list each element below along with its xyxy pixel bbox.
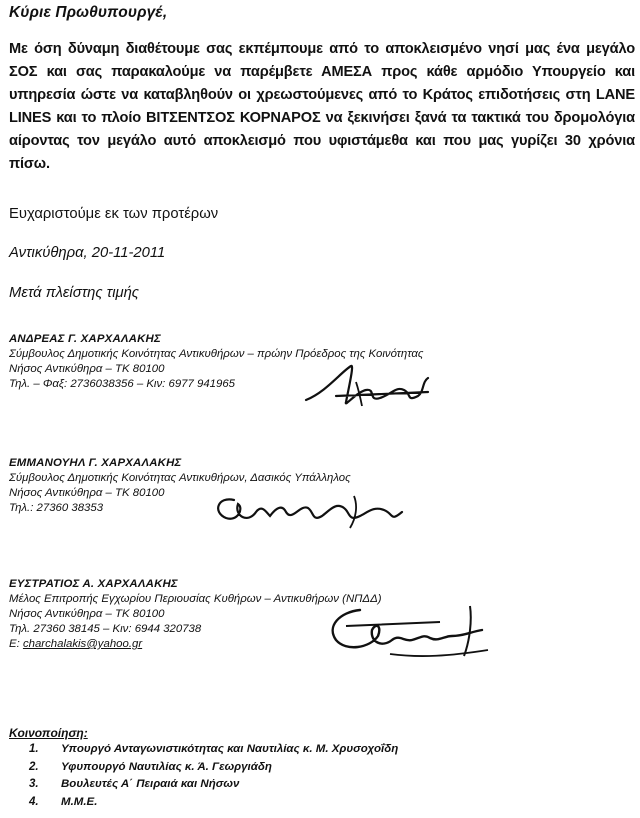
cc-item-text: Υπουργό Ανταγωνιστικότητας και Ναυτιλίας κ. Μ. Χρυσοχοΐδη bbox=[61, 743, 399, 755]
signatory-address: Νήσος Αντικύθηρα – ΤΚ 80100 bbox=[9, 487, 165, 499]
signature-1-icon bbox=[296, 362, 446, 412]
body-paragraph: Με όση δύναμη διαθέτουμε σας εκπέμπουμε από το αποκλεισμένο νησί μας ένα μεγάλο ΣΟΣ και σας παρακαλούμε να παρέμβετε ΑΜΕΣΑ προς κάθε αρμόδιο Υπουργείο και υπηρεσία ώστε να καταβληθούν οι χρεωστούμενες από το Κράτος επιδοτήσεις στη LANE LINES και το πλοίο ΒΙΤΣΕΝΤΣΟΣ ΚΟΡΝΑΡΟΣ να ξεκινήσει ξανά τα τακτικά του δρομολόγια αίροντας τον μεγάλο αυτό αποκλεισμό που υφιστάμεθα και που μας γυρίζει 30 χρόνια πίσω. bbox=[9, 41, 635, 172]
email-link[interactable]: charchalakis@yahoo.gr bbox=[22, 638, 143, 650]
signatory-role: Μέλος Επιτροπής Εγχωρίου Περιουσίας Κυθήρων – Αντικυθήρων (ΝΠΔΔ) bbox=[9, 593, 382, 605]
cc-item-text: Μ.Μ.Ε. bbox=[61, 795, 98, 808]
greeting: Κύριε Πρωθυπουργέ, bbox=[9, 4, 168, 21]
signatory-role: Σύμβουλος Δημοτικής Κοινότητας Αντικυθήρων, Δασικός Υπάλληλος bbox=[9, 472, 351, 484]
cc-item-number: 3. bbox=[29, 778, 39, 791]
thanks-line: Ευχαριστούμε εκ των προτέρων bbox=[9, 206, 219, 222]
cc-item-number: 2. bbox=[29, 760, 39, 773]
cc-item-text: Βουλευτές Α΄ Πειραιά και Νήσων bbox=[61, 778, 240, 791]
cc-item-number: 4. bbox=[29, 795, 39, 808]
cc-title: Κοινοποίηση: bbox=[9, 726, 88, 740]
signatory-phone: Τηλ. 27360 38145 – Κιν: 6944 320738 bbox=[9, 623, 202, 635]
signatory-name: ΕΜΜΑΝΟΥΗΛ Γ. ΧΑΡΧΑΛΑΚΗΣ bbox=[9, 457, 182, 469]
signatory-address: Νήσος Αντικύθηρα – ΤΚ 80100 bbox=[9, 608, 165, 620]
cc-item-number: 1. bbox=[29, 743, 39, 755]
cc-item bbox=[29, 776, 398, 794]
closing-line: Μετά πλείστης τιμής bbox=[9, 285, 140, 301]
email-label: E: bbox=[9, 638, 20, 650]
signatory-phone: Τηλ. – Φαξ: 2736038356 – Κιν: 6977 941965 bbox=[9, 378, 235, 390]
cc-list bbox=[29, 741, 398, 811]
cc-item bbox=[29, 794, 398, 812]
signatory-name: ΕΥΣΤΡΑΤΙΟΣ Α. ΧΑΡΧΑΛΑΚΗΣ bbox=[9, 578, 178, 590]
cc-item-text: Υφυπουργό Ναυτιλίας κ. Ά. Γεωργιάδη bbox=[61, 760, 272, 773]
signature-3-icon bbox=[320, 596, 500, 666]
signatory-phone: Τηλ.: 27360 38353 bbox=[9, 502, 104, 514]
signatory-role: Σύμβουλος Δημοτικής Κοινότητας Αντικυθήρων – πρώην Πρόεδρος της Κοινότητας bbox=[9, 348, 424, 360]
signatory-address: Νήσος Αντικύθηρα – ΤΚ 80100 bbox=[9, 363, 165, 375]
place-date: Αντικύθηρα, 20-11-2011 bbox=[9, 245, 166, 261]
cc-item bbox=[29, 759, 398, 777]
cc-item bbox=[29, 741, 398, 759]
signatory-name: ΑΝΔΡΕΑΣ Γ. ΧΑΡΧΑΛΑΚΗΣ bbox=[9, 333, 161, 345]
signature-2-icon bbox=[204, 482, 414, 534]
